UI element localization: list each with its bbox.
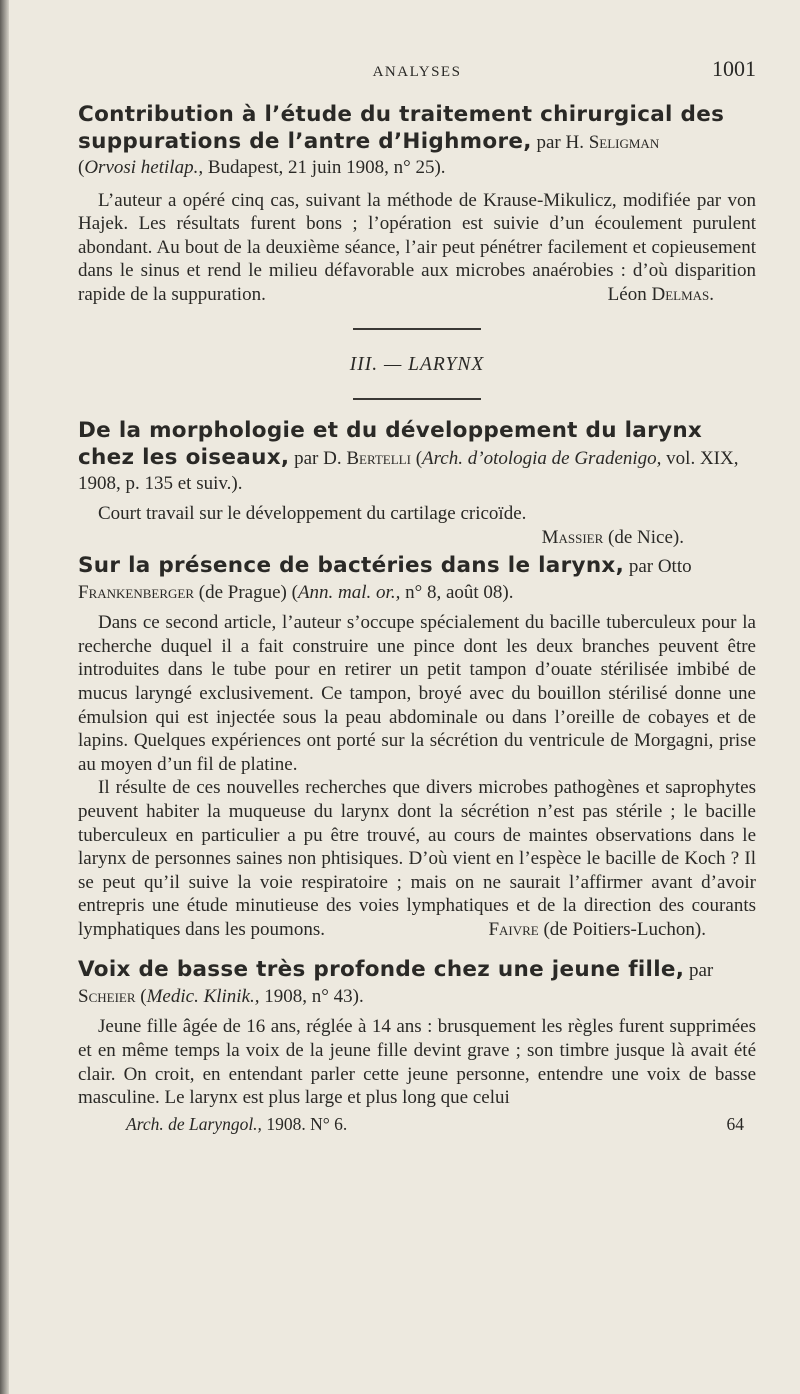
article-body: L’auteur a opéré cinq cas, suivant la méthode de Krause-Mikulicz, modifiée par von Hajek. Les résultats furent bons ; l’opération est suivie d’un écoulement purulent abondant. Au bout de la deuxième séance, l’air peut pénétrer facilement et copieusement dans le sinus et rend le milieu défavorable aux microbes anaérobies : d’où disparition rapide de la suppuration. Léon Delmas. xyxy=(78,189,756,305)
article-by: par H. xyxy=(536,131,584,153)
article-source-details: Budapest, 21 juin 1908, n° 25). xyxy=(207,157,446,178)
page-footer xyxy=(78,1114,756,1140)
footer-signature-mark: 64 xyxy=(726,1113,744,1134)
article-author: Seligman xyxy=(588,131,660,153)
page-number: 1001 xyxy=(712,56,756,81)
article-body-paragraph: Il résulte de ces nouvelles recherches que divers microbes pathogènes et saprophytes peuvent habiter la muqueuse du larynx dont la sécrétion n’est pas stérile ; le bacille tuberculeux en particulier a pu être trouvé, au cours de maintes observations dans le larynx de personnes saines non phtisiques. D’où vient en l’espèce le bacille de Koch ? Il se peut qu’il suive la voie respiratoire ; mais on ne saurait l’affirmer avant d’avoir entrepris une étude minutieuse des voies lymphatiques et de la direction des courants lymphatiques dans les poumons. Faivre (de Poitiers-Luchon). xyxy=(78,777,756,940)
section-rule-bottom xyxy=(353,398,481,400)
article-highmore xyxy=(78,102,756,306)
article-title: Sur la présence de bactéries dans le larynx, xyxy=(78,553,625,579)
running-title: ANALYSES xyxy=(372,64,462,80)
article-body: Court travail sur le développement du cartilage cricoïde. xyxy=(98,502,527,524)
article-signature: Léon Delmas. xyxy=(607,283,714,305)
article-body: Jeune fille âgée de 16 ans, réglée à 14 ans : brusquement les règles furent supprimées et en même temps la voix de la jeune fille devint grave ; son timbre jusque là avait été clair. On croit, en entendant parler cette jeune personne, entendre une voix de basse masculine. Le larynx est plus large et plus long que celui xyxy=(78,1016,756,1109)
article-heading: De la morphologie et du développement du larynx chez les oiseaux, par D. Bertelli (Arch. d’otologia de Gradenigo, vol. XIX, 1908, p. 135 et suiv.). xyxy=(78,418,739,495)
article-source-journal: Ann. mal. or., xyxy=(297,581,401,603)
article-heading: Sur la présence de bactéries dans le larynx, par Otto Frankenberger (de Prague) (Ann. mal. or., n° 8, août 08). xyxy=(78,553,692,603)
article-signature: Faivre (de Poitiers-Luchon). xyxy=(488,918,706,940)
article-author: Frankenberger xyxy=(78,581,195,603)
article-source-journal: Medic. Klinik., xyxy=(146,985,260,1007)
article-title: De la morphologie et du développement du larynx chez les oiseaux, xyxy=(78,418,703,470)
article-by: par xyxy=(688,960,714,982)
article-title: Voix de basse très profonde chez une jeune fille, xyxy=(78,957,685,983)
article-title: Contribution à l’étude du traitement chirurgical des suppurations de l’antre d’Highmore, xyxy=(78,102,725,154)
book-binding-edge xyxy=(0,0,9,1394)
article-signature: Massier (de Nice). xyxy=(541,526,684,548)
article-author: Bertelli xyxy=(346,447,411,469)
section-rule-top xyxy=(353,328,481,330)
article-voix-de-basse xyxy=(78,957,756,1109)
article-source-journal: Arch. d’otologia de Gradenigo, xyxy=(422,447,662,469)
article-bacteries xyxy=(78,553,756,941)
article-source-details: 1908, n° 43). xyxy=(264,985,364,1007)
running-head xyxy=(78,56,756,92)
article-author: Scheier xyxy=(78,985,136,1007)
article-source-details: n° 8, août 08). xyxy=(405,581,514,603)
article-heading: Voix de basse très profonde chez une jeune fille, par Scheier (Medic. Klinik., 1908, n° 43). xyxy=(78,957,714,1007)
article-body-paragraph: Dans ce second article, l’auteur s’occupe spécialement du bacille tuberculeux pour la recherche duquel il a fait construire une pince dont les deux branches peuvent être introduites dans le tube pour en retirer un petit tampon d’ouate stérilisée imbibé de mucus laryngé exclusivement. Ce tampon, broyé avec du bouillon stérilisé donne une émulsion qui est injectée sous la peau abdominale ou dans l’oreille de cobayes et de lapins. Quelques expériences ont porté sur la sécrétion du ventricule de Morgagni, prise au moyen d’un fil de platine. xyxy=(78,612,756,775)
article-heading: Contribution à l’étude du traitement chirurgical des suppurations de l’antre d’Highmore, par H. Seligman (Orvosi hetilap., Budapest, 21 juin 1908, n° 25). xyxy=(78,102,725,178)
article-source-journal: Orvosi hetilap., xyxy=(84,157,204,178)
section-title: III. — LARYNX xyxy=(349,354,485,376)
article-author-place: (de Prague) xyxy=(198,581,287,603)
article-oiseaux xyxy=(78,418,756,549)
article-by: par Otto xyxy=(628,556,692,578)
article-by: par D. xyxy=(294,447,342,469)
article-source-details: vol. XIX, 1908, p. 135 et suiv.). xyxy=(78,447,739,495)
footer-journal: Arch. de Laryngol., 1908. N° 6. xyxy=(126,1113,348,1134)
page xyxy=(78,56,756,1140)
